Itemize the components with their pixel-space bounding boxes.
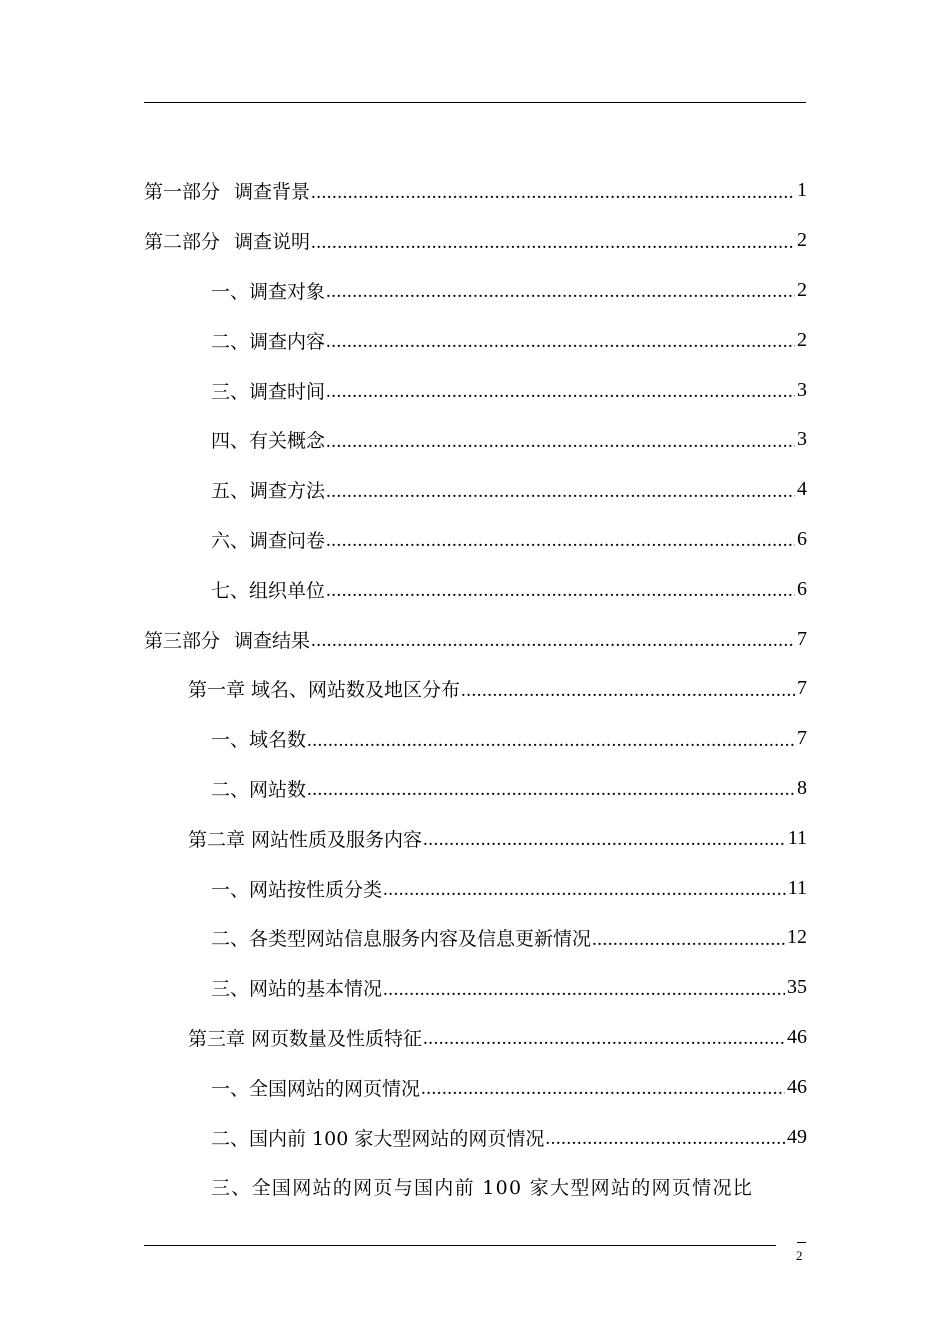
toc-leader-dots xyxy=(326,481,795,503)
toc-leader-dots xyxy=(326,281,795,303)
toc-entry-title: 七、组织单位 xyxy=(211,579,326,602)
toc-entry[interactable] xyxy=(144,764,807,814)
toc-leader-dots xyxy=(461,680,795,702)
toc-entry-page: 46 xyxy=(787,1075,807,1098)
toc-leader-dots xyxy=(311,630,795,652)
toc-entry-title: 第二章 网站性质及服务内容 xyxy=(188,828,423,851)
toc-entry[interactable] xyxy=(144,415,807,465)
toc-entry-page: 2 xyxy=(797,328,807,351)
toc-entry[interactable] xyxy=(144,515,807,565)
toc-entry-title: 第三章 网页数量及性质特征 xyxy=(188,1027,423,1050)
toc-entry[interactable] xyxy=(144,564,807,614)
toc-entry-title: 一、调查对象 xyxy=(211,280,326,303)
toc-entry-page: 49 xyxy=(787,1125,807,1148)
toc-entry[interactable] xyxy=(144,1062,807,1112)
toc-leader-dots xyxy=(383,979,785,1001)
toc-entry[interactable] xyxy=(144,714,807,764)
page-number: 2 xyxy=(796,1248,803,1263)
toc-entry-page: 7 xyxy=(797,677,807,700)
toc-entry-title: 三、网站的基本情况 xyxy=(211,978,383,1001)
toc-entry[interactable] xyxy=(144,365,807,415)
toc-entry-page: 8 xyxy=(797,776,807,799)
toc-leader-dots xyxy=(423,829,786,851)
toc-entry-page: 7 xyxy=(797,627,807,650)
toc-entry-page: 4 xyxy=(797,478,807,501)
toc-entry[interactable] xyxy=(144,216,807,266)
toc-entry-title: 第三部分 调查结果 xyxy=(144,629,311,652)
toc-leader-dots xyxy=(307,730,795,752)
toc-leader-dots xyxy=(326,331,795,353)
toc-leader-dots xyxy=(326,580,795,602)
toc-entry-title: 第一部分 调查背景 xyxy=(144,181,311,204)
toc-entry-title: 二、调查内容 xyxy=(211,330,326,353)
toc-leader-dots xyxy=(326,381,795,403)
toc-entry[interactable] xyxy=(144,315,807,365)
toc-entry-title: 二、各类型网站信息服务内容及信息更新情况 xyxy=(211,928,592,951)
toc-entry-page: 1 xyxy=(797,179,807,202)
toc-leader-dots xyxy=(383,879,786,901)
footer-rule xyxy=(144,1245,776,1246)
toc-entry-title: 二、国内前 100 家大型网站的网页情况 xyxy=(211,1127,545,1150)
toc-leader-dots xyxy=(421,1078,785,1100)
toc-leader-dots xyxy=(307,779,795,801)
toc-entry[interactable] xyxy=(144,266,807,316)
toc-leader-dots xyxy=(545,1128,785,1150)
toc-entry-page: 2 xyxy=(797,278,807,301)
toc-leader-dots xyxy=(311,182,795,204)
toc-entry-title: 第一章 域名、网站数及地区分布 xyxy=(188,679,461,702)
toc-entry-page: 7 xyxy=(797,727,807,750)
toc-entry-title: 第二部分 调查说明 xyxy=(144,231,311,254)
toc-entry-page: 2 xyxy=(797,229,807,252)
toc-leader-dots xyxy=(326,431,795,453)
toc-entry-page: 6 xyxy=(797,527,807,550)
toc-entry-title: 一、全国网站的网页情况 xyxy=(211,1077,421,1100)
toc-entry[interactable] xyxy=(144,963,807,1013)
toc-entry-title: 二、网站数 xyxy=(211,778,307,801)
toc-entry-title: 四、有关概念 xyxy=(211,430,326,453)
toc-leader-dots xyxy=(311,232,795,254)
toc-entry-page: 46 xyxy=(787,1025,807,1048)
toc-entry-title: 三、调查时间 xyxy=(211,380,326,403)
toc-entry-title: 六、调查问卷 xyxy=(211,529,326,552)
toc-entry-page: 11 xyxy=(787,876,807,899)
toc-entry[interactable] xyxy=(144,1112,807,1162)
header-rule xyxy=(144,102,806,103)
toc-entry-title: 五、调查方法 xyxy=(211,480,326,503)
toc-entry-title: 三、全国网站的网页与国内前 100 家大型网站的网页情况比 xyxy=(211,1177,754,1200)
toc-entry-page: 11 xyxy=(787,826,807,849)
toc-entry[interactable] xyxy=(144,1013,807,1063)
toc-entry-page: 3 xyxy=(797,428,807,451)
toc-entry[interactable] xyxy=(144,166,807,216)
toc-entry-page: 12 xyxy=(787,926,807,949)
page-number-bar xyxy=(797,1242,806,1243)
toc-entry[interactable] xyxy=(144,614,807,664)
toc-entry[interactable] xyxy=(144,465,807,515)
toc-leader-dots xyxy=(592,929,785,951)
toc-entry[interactable] xyxy=(144,813,807,863)
toc-entry[interactable] xyxy=(144,1162,807,1212)
toc-entry-title: 一、域名数 xyxy=(211,729,307,752)
toc-entry-page: 3 xyxy=(797,378,807,401)
toc-entry[interactable] xyxy=(144,664,807,714)
toc-leader-dots xyxy=(326,530,795,552)
toc-entry[interactable] xyxy=(144,913,807,963)
toc-entry-page: 35 xyxy=(787,976,807,999)
toc-entry-page: 6 xyxy=(797,577,807,600)
toc-leader-dots xyxy=(423,1028,785,1050)
toc-entry-title: 一、网站按性质分类 xyxy=(211,878,383,901)
toc-entry[interactable] xyxy=(144,863,807,913)
table-of-contents xyxy=(144,166,807,1212)
